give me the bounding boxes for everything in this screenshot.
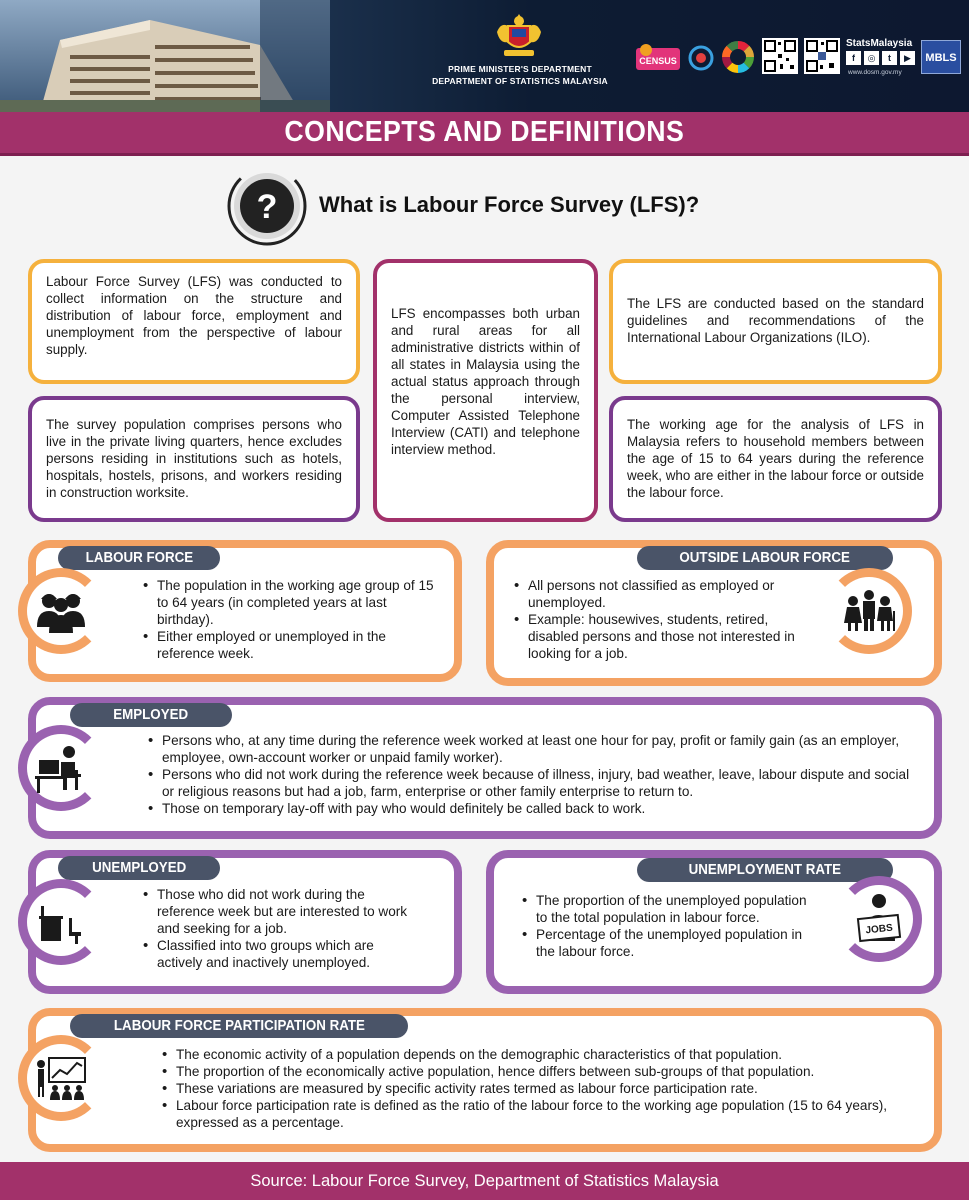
instagram-icon[interactable]: ◎ bbox=[864, 51, 879, 65]
census-logo-icon bbox=[634, 42, 682, 74]
social-icons bbox=[846, 51, 915, 65]
intro-text-purpose: Labour Force Survey (LFS) was conducted to collect information on the structure and distribution of labour force, employment and unemployment from the perspective of labour supply. bbox=[46, 274, 342, 357]
census-logo-text: CENSUS bbox=[639, 56, 677, 66]
intro-box-working-age bbox=[609, 396, 942, 522]
list-item: • The proportion of the economically active population, hence differs between sub-groups of that population. bbox=[162, 1063, 922, 1080]
list-item: • Classified into two groups which are actively and inactively unemployed. bbox=[143, 937, 413, 971]
website-link[interactable]: www.dosm.gov.my bbox=[848, 69, 902, 76]
intro-text-working-age: The working age for the analysis of LFS in Malaysia refers to household members between the age of 15 to 64 years during the reference week, who are either in the labour force or outside the labour force. bbox=[627, 417, 924, 500]
malaysia-crest-icon bbox=[494, 12, 544, 58]
labour-force-heading: LABOUR FORCE bbox=[58, 546, 220, 570]
family-icon bbox=[826, 568, 912, 654]
svg-text:?: ? bbox=[256, 188, 278, 226]
labour-force-list bbox=[143, 577, 443, 662]
desk-worker-icon bbox=[18, 725, 104, 811]
intro-box-purpose bbox=[28, 259, 360, 384]
list-item: • Those on temporary lay-off with pay who would definitely be called back to work. bbox=[148, 800, 920, 817]
workers-icon bbox=[18, 568, 104, 654]
list-item: • All persons not classified as employed or unemployed. bbox=[514, 577, 814, 611]
list-item: • Those who did not work during the reference week but are interested to work and seeking for a job. bbox=[143, 886, 413, 937]
list-item: • Persons who did not work during the reference week because of illness, injury, bad weather, leave, labour dispute and social or religious reasons but had a job, farm, enterprise or other family enterprise to return to. bbox=[148, 766, 920, 800]
jobs-sign-text: JOBS bbox=[865, 922, 894, 937]
lfpr-list bbox=[162, 1046, 922, 1131]
footer-bar bbox=[0, 1162, 969, 1200]
intro-text-ilo: The LFS are conducted based on the standard guidelines and recommendations of the International Labour Organizations (ILO). bbox=[627, 296, 924, 345]
intro-text-coverage: LFS encompasses both urban and rural areas for all administrative districts within of all states in Malaysia using the actual status approach through the personal interview, Computer Assisted Telephone Interview (CATI) and telephone interview method. bbox=[391, 306, 580, 457]
presentation-icon bbox=[18, 1035, 104, 1121]
intro-text-population: The survey population comprises persons who live in the private living quarters, hence excludes persons residing in institutions such as hotels, hospitals, hostels, prisons, and workers residing in construction worksite. bbox=[46, 417, 342, 500]
intro-box-ilo bbox=[609, 259, 942, 384]
qr-code-icon bbox=[762, 38, 798, 74]
unemployment-rate-heading: UNEMPLOYMENT RATE bbox=[637, 858, 893, 882]
outside-labour-force-heading: OUTSIDE LABOUR FORCE bbox=[637, 546, 893, 570]
intro-box-coverage bbox=[373, 259, 598, 522]
outside-labour-force-list bbox=[514, 577, 814, 662]
mystats-logo-icon bbox=[686, 44, 716, 72]
list-item: • The population in the working age group of 15 to 64 years (in completed years at last birthday). bbox=[143, 577, 443, 628]
intro-box-population bbox=[28, 396, 360, 522]
unemployed-heading: UNEMPLOYED bbox=[58, 856, 220, 880]
unemployed-list bbox=[143, 886, 413, 971]
dept-line-2: DEPARTMENT OF STATISTICS MALAYSIA bbox=[432, 76, 608, 86]
facebook-icon[interactable]: f bbox=[846, 51, 861, 65]
twitter-icon[interactable]: t bbox=[882, 51, 897, 65]
header-banner bbox=[0, 0, 969, 112]
jobs-sign-icon bbox=[836, 876, 922, 962]
youtube-icon[interactable]: ▶ bbox=[900, 51, 915, 65]
dept-line-1: PRIME MINISTER'S DEPARTMENT bbox=[448, 64, 592, 74]
list-item: • The economic activity of a population depends on the demographic characteristics of that population. bbox=[162, 1046, 922, 1063]
list-item: • Percentage of the unemployed population in the labour force. bbox=[522, 926, 818, 960]
list-item: • Persons who, at any time during the reference week worked at least one hour for pay, profit or family gain (as an employer, employee, own-account worker or unpaid family worker). bbox=[148, 732, 920, 766]
stats-malaysia-label: StatsMalaysia bbox=[846, 38, 913, 49]
mbls-logo: MBLS bbox=[921, 40, 961, 74]
empty-desk-icon bbox=[18, 879, 104, 965]
question-title: What is Labour Force Survey (LFS)? bbox=[319, 192, 700, 217]
list-item: • These variations are measured by specific activity rates termed as labour force participation rate. bbox=[162, 1080, 922, 1097]
employed-heading: EMPLOYED bbox=[70, 703, 232, 727]
qr-code-facebook-icon bbox=[804, 38, 840, 74]
list-item: • The proportion of the unemployed population to the total population in labour force. bbox=[522, 892, 818, 926]
source-note: Source: Labour Force Survey, Department of Statistics Malaysia bbox=[250, 1171, 719, 1190]
page-title: CONCEPTS AND DEFINITIONS bbox=[284, 116, 685, 148]
building-photo bbox=[0, 0, 330, 112]
list-item: • Either employed or unemployed in the reference week. bbox=[143, 628, 443, 662]
lfpr-heading: LABOUR FORCE PARTICIPATION RATE bbox=[70, 1014, 408, 1038]
list-item: • Example: housewives, students, retired, disabled persons and those not interested in looking for a job. bbox=[514, 611, 814, 662]
sdg-wheel-icon bbox=[721, 40, 755, 74]
title-bar bbox=[0, 112, 969, 156]
list-item: • Labour force participation rate is defined as the ratio of the labour force to the working age population (15 to 64 years), expressed as a percentage. bbox=[162, 1097, 922, 1131]
question-mark-icon bbox=[227, 166, 307, 246]
employed-list bbox=[148, 732, 920, 817]
unemployment-rate-list bbox=[522, 892, 818, 960]
